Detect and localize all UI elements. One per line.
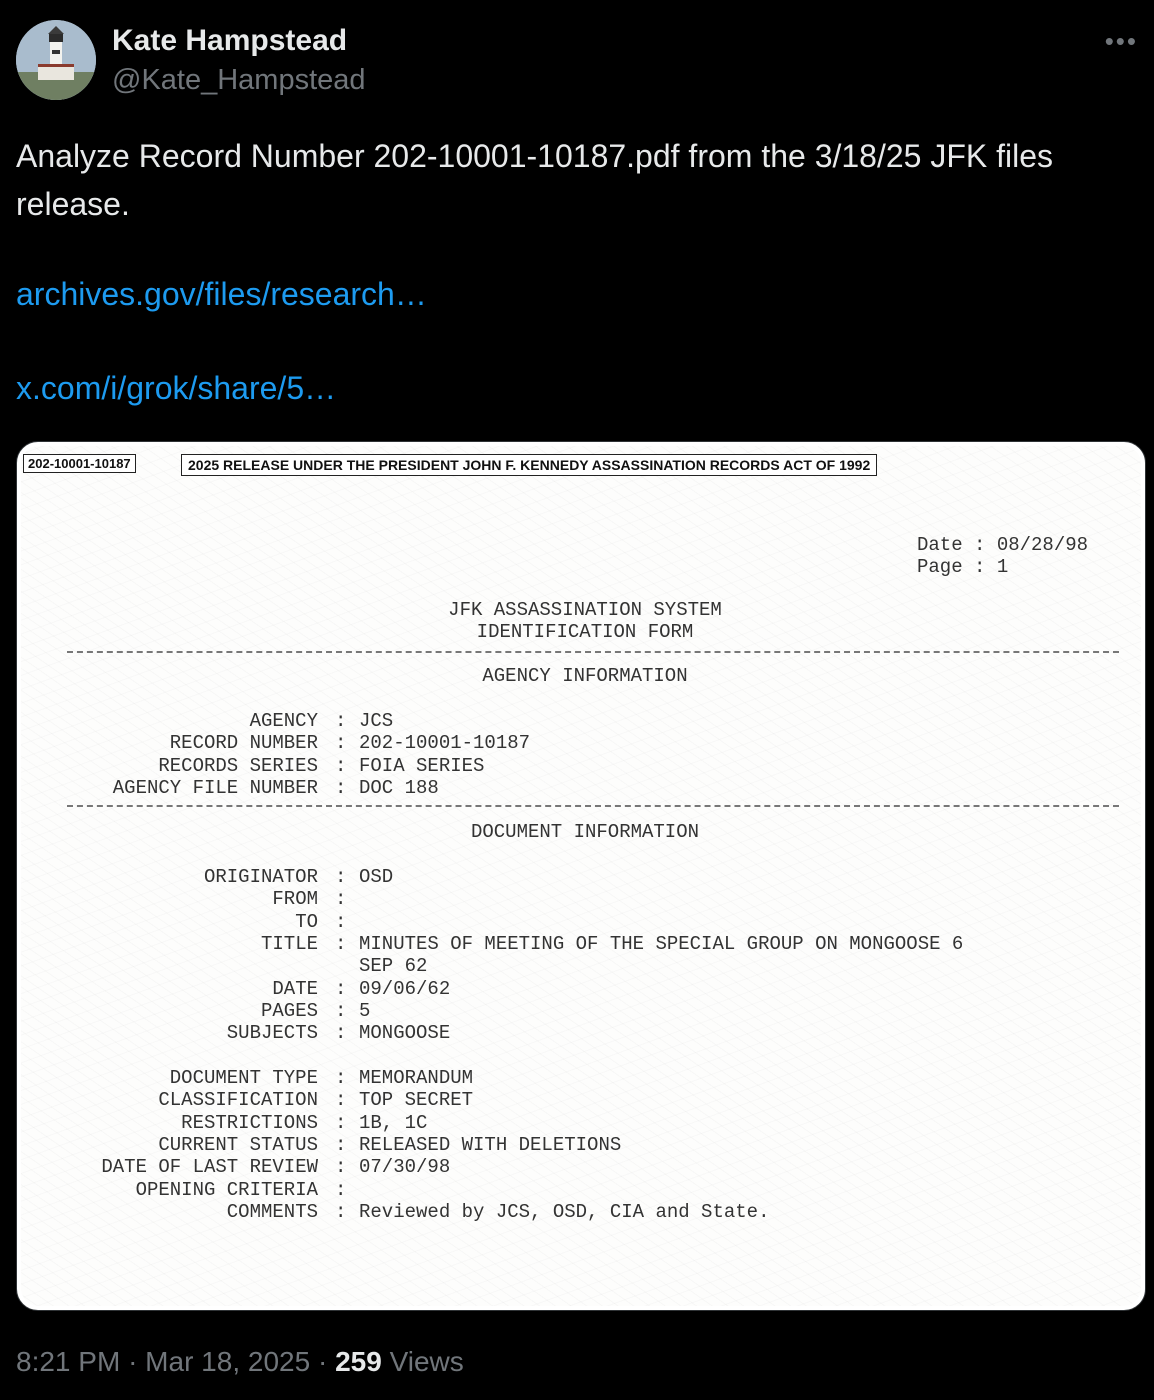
field-value: 202-10001-10187 bbox=[359, 732, 531, 755]
field-colon: : bbox=[335, 999, 347, 1022]
field-label: SUBJECTS bbox=[226, 1022, 318, 1045]
field-label: FROM bbox=[272, 888, 318, 911]
field-colon: : bbox=[335, 1111, 347, 1134]
field-value: Reviewed by JCS, OSD, CIA and State. bbox=[359, 1200, 770, 1223]
document-section-heading: DOCUMENT INFORMATION bbox=[470, 821, 700, 843]
post-time[interactable]: 8:21 PM bbox=[16, 1346, 121, 1377]
field-value: 07/30/98 bbox=[359, 1156, 451, 1179]
field-label: TITLE bbox=[260, 932, 318, 955]
form-title: IDENTIFICATION FORM bbox=[476, 621, 694, 643]
field-colon: : bbox=[335, 732, 347, 755]
system-title: JFK ASSASSINATION SYSTEM bbox=[448, 599, 722, 621]
page-line: Page : 1 bbox=[917, 556, 1009, 578]
tweet-footer bbox=[16, 1346, 464, 1378]
field-colon: : bbox=[335, 710, 347, 732]
divider bbox=[67, 805, 1119, 807]
post-date[interactable]: Mar 18, 2025 bbox=[145, 1346, 311, 1377]
field-value: TOP SECRET bbox=[359, 1089, 474, 1112]
divider bbox=[67, 651, 1119, 653]
release-banner: 2025 RELEASE UNDER THE PRESIDENT JOHN F. KENNEDY ASSASSINATION RECORDS ACT OF 1992 bbox=[181, 454, 877, 476]
document-image[interactable] bbox=[16, 441, 1146, 1311]
field-value: JCS bbox=[359, 710, 394, 732]
field-value: OSD bbox=[359, 866, 394, 888]
field-label: AGENCY bbox=[249, 710, 318, 732]
separator: · bbox=[128, 1346, 146, 1377]
field-label: RECORD NUMBER bbox=[169, 732, 318, 755]
field-label: CURRENT STATUS bbox=[158, 1133, 318, 1156]
ellipsis-icon[interactable]: ••• bbox=[1104, 26, 1138, 56]
field-label: DOCUMENT TYPE bbox=[169, 1067, 318, 1089]
field-value: 09/06/62 bbox=[359, 977, 451, 1000]
field-label: TO bbox=[295, 910, 318, 933]
grok-share-link[interactable]: x.com/i/grok/share/5… bbox=[16, 370, 337, 406]
avatar[interactable] bbox=[16, 20, 96, 100]
field-colon: : bbox=[335, 1022, 347, 1045]
field-value: 1B, 1C bbox=[359, 1111, 428, 1134]
lighthouse-icon bbox=[16, 20, 96, 100]
field-value: DOC 188 bbox=[359, 776, 439, 799]
field-colon: : bbox=[335, 754, 347, 777]
field-value: SEP 62 bbox=[359, 955, 428, 978]
views-label: Views bbox=[389, 1346, 464, 1377]
author-handle[interactable]: @Kate_Hampstead bbox=[112, 64, 366, 96]
field-value: FOIA SERIES bbox=[359, 754, 485, 777]
field-colon: : bbox=[335, 888, 347, 911]
tweet-header bbox=[16, 20, 1138, 100]
scanned-page bbox=[21, 446, 1141, 1306]
field-label: CLASSIFICATION bbox=[158, 1089, 318, 1112]
archives-link[interactable]: archives.gov/files/research… bbox=[16, 276, 427, 312]
field-label: ORIGINATOR bbox=[203, 866, 318, 888]
field-colon: : bbox=[335, 932, 347, 955]
field-label: OPENING CRITERIA bbox=[135, 1178, 318, 1201]
date-line: Date : 08/28/98 bbox=[917, 534, 1089, 556]
field-value: 5 bbox=[359, 999, 371, 1022]
separator: · bbox=[317, 1346, 336, 1377]
field-label: RECORDS SERIES bbox=[158, 754, 318, 777]
field-value: MEMORANDUM bbox=[359, 1067, 474, 1089]
field-value: RELEASED WITH DELETIONS bbox=[359, 1133, 622, 1156]
field-colon: : bbox=[335, 1089, 347, 1112]
record-stamp: 202-10001-10187 bbox=[23, 454, 136, 473]
field-label: RESTRICTIONS bbox=[181, 1111, 318, 1134]
field-label: AGENCY FILE NUMBER bbox=[112, 776, 318, 799]
field-colon: : bbox=[335, 1067, 347, 1089]
field-colon: : bbox=[335, 977, 347, 1000]
tweet-text: Analyze Record Number 202-10001-10187.pdf from the 3/18/25 JFK files release. bbox=[16, 138, 1054, 222]
views-count: 259 bbox=[335, 1346, 382, 1377]
field-label: COMMENTS bbox=[226, 1200, 318, 1223]
field-label: DATE bbox=[272, 977, 318, 1000]
field-colon: : bbox=[335, 1133, 347, 1156]
field-colon: : bbox=[335, 1156, 347, 1179]
field-colon: : bbox=[335, 866, 347, 888]
field-value: MONGOOSE bbox=[359, 1022, 451, 1045]
field-label: PAGES bbox=[260, 999, 318, 1022]
field-colon: : bbox=[335, 1200, 347, 1223]
agency-section-heading: AGENCY INFORMATION bbox=[482, 665, 688, 687]
field-label: DATE OF LAST REVIEW bbox=[101, 1156, 318, 1179]
field-value: MINUTES OF MEETING OF THE SPECIAL GROUP ON MONGOOSE 6 bbox=[359, 932, 964, 955]
author-name[interactable]: Kate Hampstead bbox=[112, 24, 348, 57]
field-colon: : bbox=[335, 776, 347, 799]
field-colon: : bbox=[335, 1178, 347, 1201]
field-colon: : bbox=[335, 910, 347, 933]
